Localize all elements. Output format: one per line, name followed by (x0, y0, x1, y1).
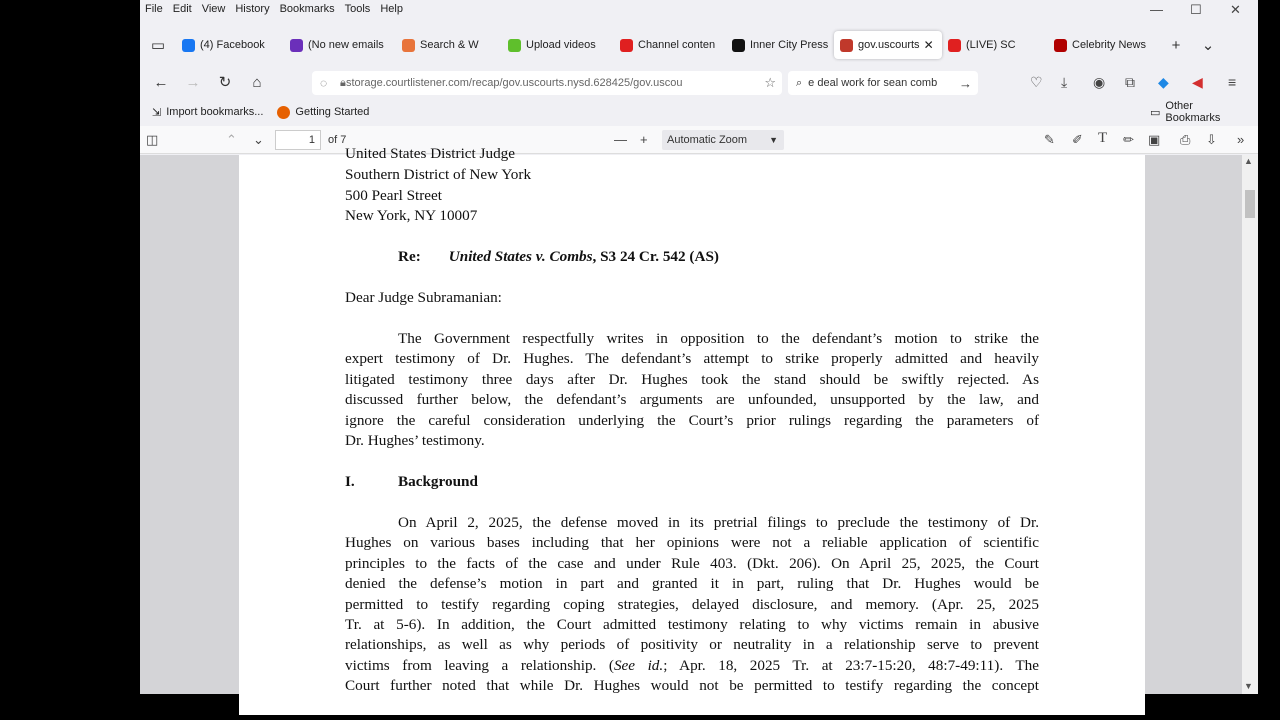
lock-icon[interactable]: 🔒︎ (340, 76, 346, 89)
menu-file[interactable]: File (145, 3, 163, 15)
import-icon: ⇲ (152, 106, 162, 119)
case-name: United States v. Combs (448, 248, 593, 265)
salutation: Dear Judge Subramanian: (345, 289, 502, 306)
other-bookmarks-link[interactable]: ▭ Other Bookmarks (1150, 100, 1221, 124)
maximize-button[interactable]: ☐ (1190, 2, 1202, 17)
zoom-select[interactable]: Automatic Zoom ▼ (662, 130, 784, 150)
url-bar[interactable] (312, 71, 782, 95)
text-line: On April 2, 2025, the defense moved in its pretrial filings to preclude the testimony of Dr. (398, 514, 1039, 531)
scroll-up-icon[interactable]: ▲ (1244, 156, 1253, 166)
youtube-icon (948, 39, 961, 52)
pdf-toolbar (140, 126, 1258, 154)
page-count: of 7 (328, 134, 347, 146)
new-tab-button[interactable]: + (1171, 36, 1181, 54)
tab-bar (140, 30, 1258, 60)
home-icon[interactable]: ⌂ (252, 73, 262, 91)
chevron-down-icon: ▼ (769, 135, 778, 145)
zoom-out-button[interactable]: — (614, 132, 627, 147)
getting-started-link[interactable]: Getting Started (277, 106, 369, 119)
edit-pdf-icon[interactable]: ✎ (1044, 132, 1055, 147)
address-line: New York, NY 10007 (345, 207, 478, 224)
tab-close-icon[interactable]: ✕ (923, 38, 934, 52)
sidebar-toggle-icon[interactable]: ◫ (146, 132, 159, 147)
minimize-button[interactable]: — (1150, 2, 1163, 17)
text-line: relationships, as well as why periods of positivity or neutrality in a relationship serve to prevent (345, 636, 1039, 654)
tab-overview-icon[interactable]: ▭ (150, 37, 166, 54)
text-line: Hughes on various bases including that her opinions were not a reliable application of scientific (345, 534, 1039, 552)
tab-upload-videos[interactable]: Upload videos (502, 31, 614, 59)
text-line: discussed further below, the defendant’s arguments are unfounded, unsupported by the law, and (345, 391, 1039, 409)
section-heading (345, 472, 478, 492)
section-title: Background (398, 473, 478, 490)
next-page-icon[interactable]: ⌄ (253, 132, 264, 147)
address-line: 500 Pearl Street (345, 187, 443, 204)
page-number-input[interactable]: 1 (275, 130, 321, 150)
search-text: e deal work for sean comb (808, 77, 938, 89)
draw-icon[interactable]: ✏ (1123, 132, 1134, 147)
tab-live[interactable]: (LIVE) SC (942, 31, 1048, 59)
account-icon[interactable]: ◉ (1093, 74, 1106, 90)
pdf-icon (840, 39, 853, 52)
text-line: denied the defense’s motion in part and granted it in part, ruling that Dr. Hughes would be (345, 575, 1039, 593)
search-site-icon (402, 39, 415, 52)
case-number: , S3 24 Cr. 542 (AS) (592, 248, 719, 265)
list-tabs-icon[interactable]: ⌄ (1201, 37, 1215, 54)
zoom-in-button[interactable]: + (640, 132, 648, 147)
vertical-scrollbar[interactable] (1242, 155, 1258, 694)
text-line: Court further noted that while Dr. Hughes would not be permitted to testify regarding the concept (345, 677, 1039, 695)
upload-icon (508, 39, 521, 52)
menu-view[interactable]: View (201, 3, 226, 15)
url-text: storage.courtlistener.com/recap/gov.uscourts.nysd.628425/gov.uscou (346, 77, 683, 89)
previous-page-icon[interactable]: ⌃ (226, 132, 237, 147)
tab-celebrity-news[interactable]: Celebrity News (1048, 31, 1160, 59)
pdf-page (239, 145, 1145, 715)
cut-off-line: United States District Judge (345, 145, 515, 162)
tab-facebook[interactable]: (4) Facebook (176, 31, 284, 59)
scroll-down-icon[interactable]: ▼ (1244, 681, 1253, 691)
tools-menu-icon[interactable]: » (1237, 132, 1245, 147)
bookmarks-toolbar (140, 102, 1258, 122)
search-input[interactable] (788, 71, 978, 95)
menu-bar (140, 0, 1258, 18)
shield-icon[interactable]: ◌ (320, 76, 328, 90)
x-icon (732, 39, 745, 52)
tab-channel-content[interactable]: Channel conten (614, 31, 726, 59)
bookmark-star-icon[interactable]: ☆ (764, 75, 776, 90)
re-line (398, 247, 719, 267)
firefox-icon (277, 106, 290, 119)
address-line: Southern District of New York (345, 166, 532, 183)
nav-bar (140, 66, 1258, 98)
news-icon (1054, 39, 1067, 52)
search-icon: ⌕ (796, 76, 803, 89)
extensions-icon[interactable]: ⧉ (1125, 74, 1135, 90)
save-icon[interactable]: ⇩ (1206, 132, 1217, 147)
youtube-icon (620, 39, 633, 52)
text-line: principles to the facts of the case and under Rule 403. (Dkt. 206). On April 25, 2025, the Court (345, 554, 1039, 572)
mail-icon (290, 39, 303, 52)
text-line: Tr. at 5-6). In addition, the Court admitted testimony relating to why victims remain in abusive (345, 616, 1039, 634)
scrollbar-thumb[interactable] (1245, 190, 1255, 218)
print-icon[interactable]: ⎙ (1180, 132, 1191, 147)
text-tool-icon[interactable]: T (1098, 130, 1108, 146)
back-arrow-icon[interactable]: ← (153, 73, 169, 91)
extension-badge-icon[interactable]: ◆ (1158, 74, 1169, 90)
tab-email[interactable]: (No new emails (284, 31, 396, 59)
folder-icon: ▭ (1150, 106, 1161, 119)
downloads-icon[interactable]: ⤓ (1061, 74, 1068, 90)
text-line: litigated testimony three days after Dr. Hughes took the stand should be swiftly rejected. As (345, 370, 1039, 388)
image-icon[interactable]: ▣ (1148, 132, 1161, 147)
text-line: The Government respectfully writes in opposition to the defendant’s motion to strike the (398, 330, 1039, 347)
text-line: victims from leaving a relationship. (See id.; Apr. 18, 2025 Tr. at 23:7-15:20, 48:7-49:11). The (345, 656, 1040, 674)
menu-edit[interactable]: Edit (172, 3, 192, 15)
reload-icon[interactable]: ↻ (218, 74, 232, 91)
paragraph (345, 513, 1039, 697)
megaphone-icon[interactable]: ◀ (1192, 74, 1203, 90)
text-line: expert testimony of Dr. Hughes. The defendant’s attempt to strike properly admitted and heavily (345, 350, 1039, 368)
paragraph (345, 329, 1039, 451)
close-window-button[interactable]: ✕ (1230, 2, 1241, 17)
section-number: I. (345, 473, 355, 490)
pdf-viewer[interactable] (140, 145, 1242, 695)
text-line: permitted to testify regarding coping strategies, delayed disclosure, and memory. (Apr. 25, 2025 (345, 595, 1039, 613)
app-menu-icon[interactable]: ≡ (1228, 74, 1237, 90)
tab-inner-city-press[interactable]: Inner City Press (726, 31, 834, 59)
menu-history[interactable]: History (235, 3, 270, 15)
menu-tools[interactable]: Tools (344, 3, 371, 15)
text-line: Dr. Hughes’ testimony. (345, 432, 485, 450)
text-line: ignore the careful consideration underlying the Court’s prior rulings regarding the parameters of (345, 411, 1039, 429)
facebook-icon (182, 39, 195, 52)
highlight-icon[interactable]: ✐ (1072, 132, 1083, 147)
tab-gov-uscourts[interactable]: gov.uscourts ✕ (834, 31, 942, 59)
menu-help[interactable]: Help (380, 3, 403, 15)
forward-arrow-icon[interactable]: → (185, 73, 201, 91)
re-label: Re: (398, 248, 421, 265)
tab-search[interactable]: Search & W (396, 31, 502, 59)
pocket-icon[interactable]: ♡ (1030, 74, 1043, 90)
browser-window (140, 0, 1258, 694)
search-go-icon[interactable]: → (959, 75, 972, 91)
import-bookmarks-link[interactable]: ⇲ Import bookmarks... (152, 106, 264, 119)
menu-bookmarks[interactable]: Bookmarks (279, 3, 335, 15)
